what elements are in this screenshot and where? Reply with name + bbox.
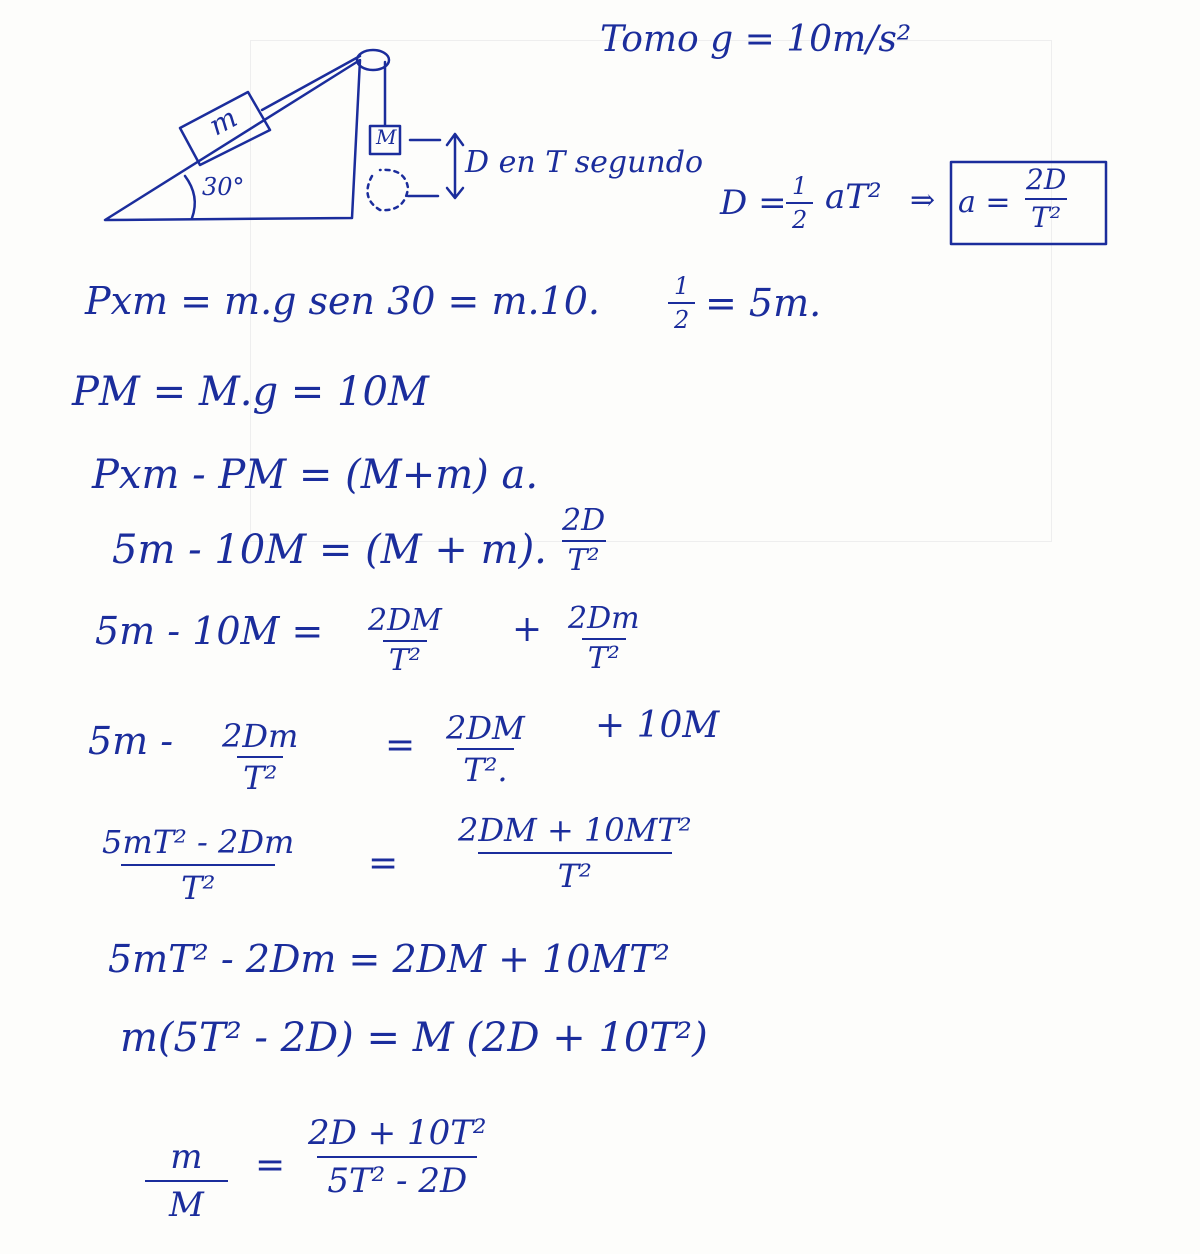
- eq6-fraction-1: [216, 717, 304, 797]
- mass-label-large: M: [376, 125, 397, 149]
- eq6-fraction-2: [440, 709, 531, 789]
- eq6-f1-num: 2Dm: [222, 717, 299, 755]
- kinematics-implies: ⇒: [910, 183, 936, 218]
- eq-substitute-acceleration: 5m - 10M = (M + m).: [112, 527, 547, 573]
- eq-hanging-weight: PM = M.g = 10M: [72, 369, 429, 415]
- eq-weight-component: Pxm = m.g sen 30 = m.10.: [85, 279, 600, 323]
- eq10-fraction-1: [145, 1137, 228, 1225]
- eq5-fraction-1: [362, 603, 448, 678]
- kinematics-a-fraction: [1020, 163, 1072, 234]
- eq5-f1-den: T²: [383, 640, 427, 676]
- eq5-fraction-2: [562, 601, 646, 676]
- eq10-f1-den: M: [145, 1180, 228, 1222]
- lower-position: [368, 170, 409, 210]
- gravity-assumption: Tomo g = 10m/s²: [600, 19, 912, 60]
- eq10-f2-num: 2D + 10T²: [308, 1113, 487, 1153]
- kinematics-lhs: D =: [720, 183, 787, 223]
- eq-newton-second-law: Pxm - PM = (M+m) a.: [92, 452, 539, 498]
- eq4-den: T²: [562, 540, 606, 576]
- eq7-f2-num: 2DM + 10MT²: [458, 811, 692, 849]
- eq6-f1-den: T²: [237, 756, 283, 794]
- displacement-label: D en T segundo: [465, 145, 704, 180]
- eq8: 5mT² - 2Dm = 2DM + 10MT²: [108, 937, 670, 981]
- eq6-equals: =: [385, 725, 416, 766]
- eq5-f2-num: 2Dm: [568, 601, 640, 636]
- eq10-f1-num: m: [170, 1137, 203, 1177]
- eq6-rest: + 10M: [595, 705, 720, 746]
- eq4-num: 2D: [562, 503, 606, 538]
- kinematics-half: [786, 174, 813, 232]
- eq-weight-component-result: = 5m.: [705, 281, 822, 325]
- eq6-f2-num: 2DM: [446, 709, 525, 747]
- displacement-arrow: [447, 134, 463, 198]
- kinematics-a-num: 2D: [1026, 163, 1067, 196]
- eq10-equals: =: [255, 1145, 286, 1186]
- eq5-lhs: 5m - 10M =: [95, 609, 324, 653]
- kinematics-a-den: T²: [1025, 198, 1067, 232]
- angle-arc: [185, 176, 195, 218]
- angle-label: 30°: [202, 173, 245, 201]
- eq5-f1-num: 2DM: [368, 603, 442, 638]
- eq1-half-den: 2: [668, 302, 695, 332]
- eq5-plus: +: [512, 609, 543, 650]
- eq7-fraction-1: [90, 823, 306, 907]
- eq7-fraction-2: [438, 811, 712, 895]
- eq7-f1-den: T²: [121, 864, 275, 904]
- rope: [262, 56, 360, 110]
- eq6-f2-den: T².: [457, 748, 513, 786]
- eq7-equals: =: [368, 843, 399, 884]
- eq5-f2-den: T²: [582, 638, 626, 674]
- eq6-lhs: 5m -: [88, 719, 174, 763]
- mass-label-small: m: [203, 100, 243, 143]
- kinematics-half-num: 1: [792, 172, 808, 200]
- kinematics-at2: aT²: [825, 177, 882, 217]
- eq-weight-component-half: [668, 274, 695, 332]
- eq7-f2-den: T²: [478, 852, 672, 892]
- kinematics-a-eq: a =: [958, 185, 1011, 220]
- kinematics-half-den: 2: [786, 202, 813, 232]
- eq4-fraction: [556, 503, 611, 578]
- eq10-fraction-2: [298, 1113, 497, 1201]
- eq7-f1-num: 5mT² - 2Dm: [102, 823, 295, 861]
- eq9-factored: m(5T² - 2D) = M (2D + 10T²): [120, 1015, 708, 1061]
- eq10-f2-den: 5T² - 2D: [317, 1156, 477, 1198]
- eq1-half-num: 1: [674, 272, 690, 300]
